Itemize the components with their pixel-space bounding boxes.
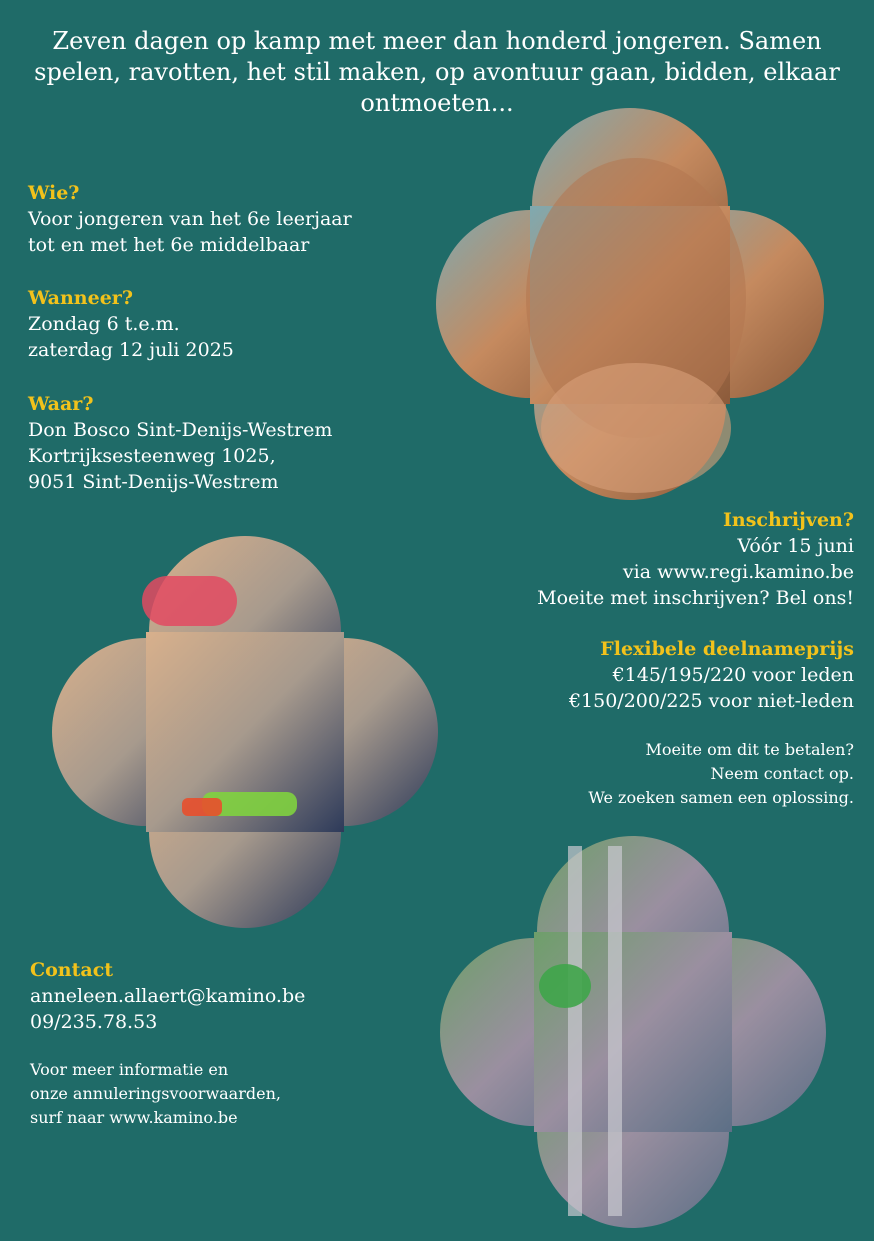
inschrijven-section	[537, 507, 854, 611]
info-line[interactable]: surf naar www.kamino.be	[30, 1108, 238, 1127]
wie-line: Voor jongeren van het 6e leerjaar	[28, 208, 352, 230]
intro-text: Zeven dagen op kamp met meer dan honderd jongeren. Samen spelen, ravotten, het stil maken, op avontuur gaan, bidden, elkaar ontmoeten...	[34, 27, 840, 117]
betalen-line: Neem contact op.	[710, 764, 854, 783]
waar-section	[28, 391, 332, 495]
wanneer-line: zaterdag 12 juli 2025	[28, 339, 234, 361]
photo-girl	[436, 108, 824, 500]
waar-heading: Waar?	[28, 393, 94, 415]
info-line: Voor meer informatie en	[30, 1060, 229, 1079]
wanneer-heading: Wanneer?	[28, 287, 133, 309]
contact-heading: Contact	[30, 959, 114, 981]
prijs-heading: Flexibele deelnameprijs	[600, 638, 854, 660]
photo-water-gun	[52, 536, 438, 928]
betalen-line: Moeite om dit te betalen?	[645, 740, 854, 759]
contact-phone[interactable]: 09/235.78.53	[30, 1011, 158, 1033]
betalen-line: We zoeken samen een oplossing.	[588, 788, 854, 807]
info-section	[30, 1058, 281, 1130]
inschrijven-line: Vóór 15 juni	[737, 535, 854, 557]
contact-section	[30, 957, 305, 1035]
photo-dancing	[440, 836, 826, 1228]
prijs-section	[569, 636, 854, 714]
info-line: onze annuleringsvoorwaarden,	[30, 1084, 281, 1103]
wanneer-section	[28, 285, 234, 363]
inschrijven-heading: Inschrijven?	[723, 509, 854, 531]
wie-line: tot en met het 6e middelbaar	[28, 234, 310, 256]
contact-email[interactable]: anneleen.allaert@kamino.be	[30, 985, 306, 1007]
inschrijven-line: via www.regi.kamino.be	[622, 561, 854, 583]
waar-line: Kortrijksesteenweg 1025,	[28, 445, 276, 467]
inschrijven-line: Moeite met inschrijven? Bel ons!	[537, 587, 854, 609]
waar-line: 9051 Sint-Denijs-Westrem	[28, 471, 279, 493]
wie-section	[28, 180, 352, 258]
wanneer-line: Zondag 6 t.e.m.	[28, 313, 180, 335]
wie-heading: Wie?	[28, 182, 80, 204]
prijs-line: €150/200/225 voor niet-leden	[568, 690, 854, 712]
prijs-line: €145/195/220 voor leden	[612, 664, 854, 686]
waar-line: Don Bosco Sint-Denijs-Westrem	[28, 419, 333, 441]
betalen-section	[588, 738, 854, 810]
